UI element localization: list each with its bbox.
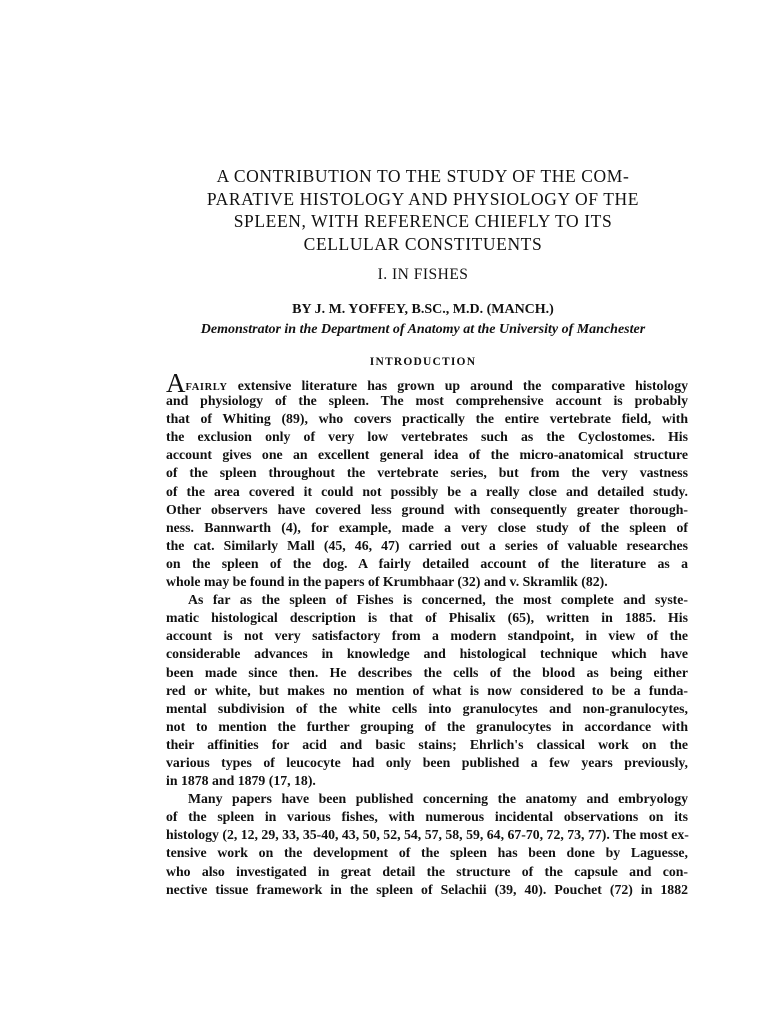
first-word: FAIRLY	[185, 382, 228, 393]
body-line: As far as the spleen of Fishes is concerned, the most complete and syste-	[188, 592, 688, 608]
body-line: in 1878 and 1879 (17, 18).	[166, 773, 316, 789]
body-line: the cat. Similarly Mall (45, 46, 47) carried out a series of valuable researches	[166, 537, 688, 553]
body-line: on the spleen of the dog. A fairly detailed account of the literature as a	[166, 555, 688, 571]
body-line: of the area covered it could not possibly be a really close and detailed study.	[166, 483, 688, 499]
body-line: matic histological description is that of Phisalix (65), written in 1885. His	[166, 610, 688, 626]
section-heading: INTRODUCTION	[369, 356, 477, 368]
body-text	[166, 368, 689, 899]
body-line: of the spleen in various fishes, with numerous incidental observations on its	[166, 809, 688, 825]
article-subtitle: I. IN FISHES	[377, 266, 469, 283]
body-line-text: extensive literature has grown up around the comparative histology	[227, 378, 688, 393]
article-title	[150, 165, 696, 255]
body-line: account gives one an excellent general idea of the micro-anatomical structure	[166, 447, 688, 463]
body-line: the exclusion only of very low vertebrates such as the Cyclostomes. His	[166, 429, 688, 445]
body-line: red or white, but makes no mention of what is now considered to be a funda-	[166, 682, 688, 698]
body-line: Other observers have covered less ground with consequently greater thorough-	[166, 501, 688, 517]
body-line: nective tissue framework in the spleen of Selachii (39, 40). Pouchet (72) in 1882	[166, 881, 688, 897]
body-line: account is not very satisfactory from a modern standpoint, in view of the	[166, 628, 688, 644]
body-line: mental subdivision of the white cells into granulocytes and non-granulocytes,	[166, 700, 688, 716]
author-line: BY J. M. YOFFEY, B.SC., M.D. (MANCH.)	[292, 302, 554, 317]
body-line: Many papers have been published concerning the anatomy and embryology	[188, 791, 688, 807]
body-line: and physiology of the spleen. The most comprehensive account is probably	[166, 393, 688, 409]
body-line: ness. Bannwarth (4), for example, made a very close study of the spleen of	[166, 519, 688, 535]
body-line: considerable advances in knowledge and histological technique which have	[166, 646, 688, 662]
drop-cap: A	[166, 368, 186, 398]
title-line: CELLULAR CONSTITUENTS	[303, 233, 543, 254]
title-line: SPLEEN, WITH REFERENCE CHIEFLY TO ITS	[233, 211, 613, 231]
title-line: A CONTRIBUTION TO THE STUDY OF THE COM-	[216, 166, 630, 186]
body-line: not to mention the further grouping of the granulocytes in accordance with	[166, 718, 688, 734]
body-line: various types of leucocyte had only been published a few years previously,	[166, 754, 688, 770]
author-affiliation: Demonstrator in the Department of Anatomy at the University of Manchester	[200, 322, 646, 337]
body-line: whole may be found in the papers of Krumbhaar (32) and v. Skramlik (82).	[166, 574, 608, 590]
title-line: PARATIVE HISTOLOGY AND PHYSIOLOGY OF THE	[206, 188, 640, 209]
body-line	[166, 368, 688, 398]
body-line: who also investigated in great detail the structure of the capsule and con-	[166, 863, 688, 879]
body-line: been made since then. He describes the cells of the blood as being either	[166, 664, 688, 680]
body-line: of the spleen throughout the vertebrate series, but from the very vastness	[166, 465, 688, 481]
body-line: that of Whiting (89), who covers practically the entire vertebrate field, with	[166, 411, 688, 427]
body-line: histology (2, 12, 29, 33, 35-40, 43, 50, 52, 54, 57, 58, 59, 64, 67-70, 72, 73, 77). The most ex-	[166, 827, 689, 843]
body-line: tensive work on the development of the spleen has been done by Laguesse,	[166, 845, 688, 861]
body-line: their affinities for acid and basic stains; Ehrlich's classical work on the	[166, 736, 688, 752]
